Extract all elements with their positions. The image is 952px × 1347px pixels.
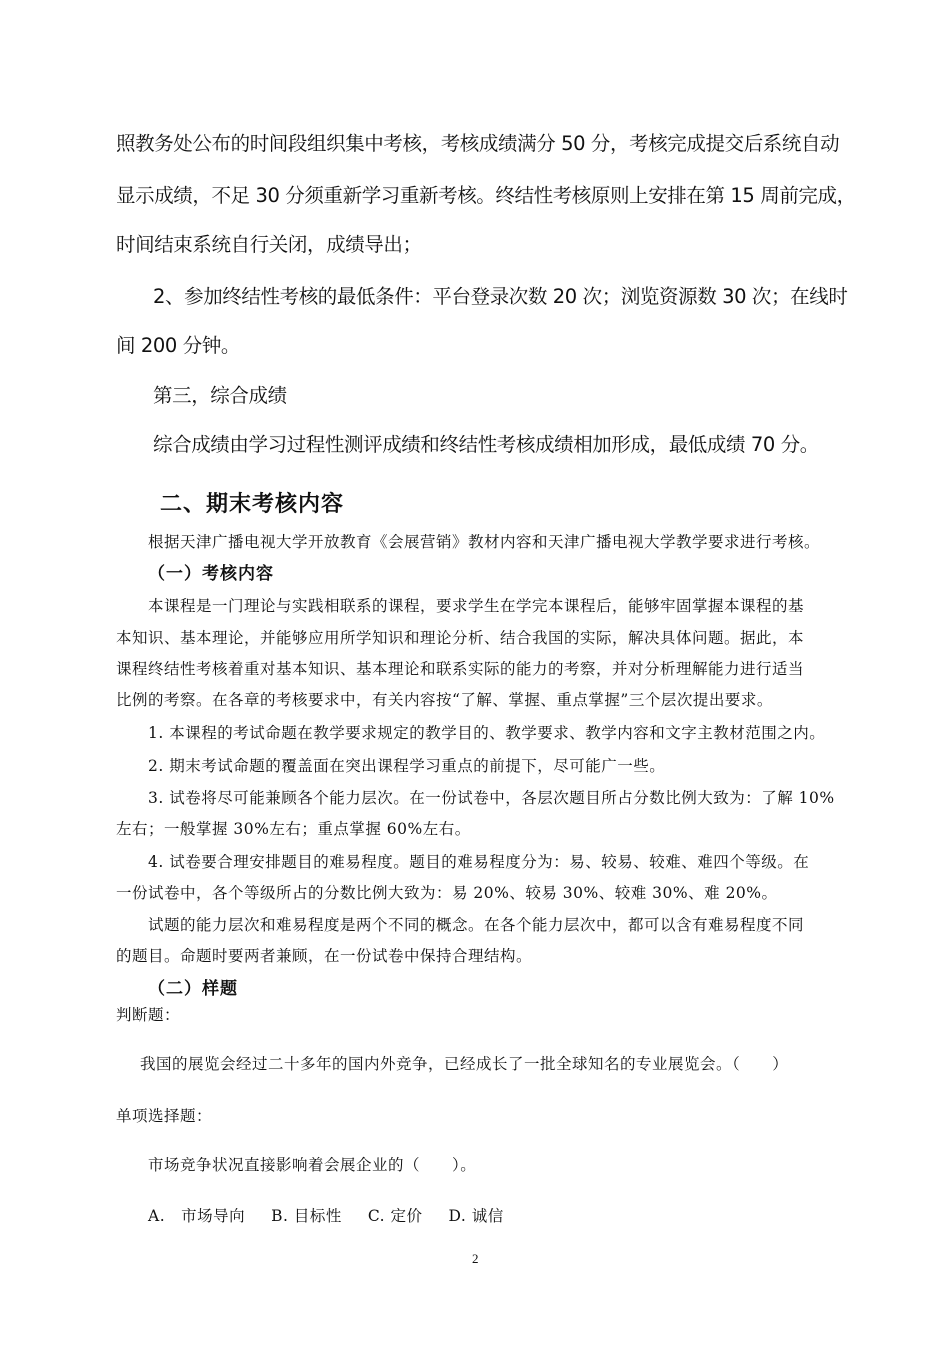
assessment-line-1: 照教务处公布的时间段组织集中考核，考核成绩满分 50 分，考核完成提交后系统自动 <box>116 132 840 155</box>
content-paragraph-line: 课程终结性考核着重对基本知识、基本理论和联系实际的能力的考察，并对分析理解能力进行适当 <box>116 660 805 678</box>
assessment-line-2: 显示成绩，不足 30 分须重新学习重新考核。终结性考核原则上安排在第 15 周前完成， <box>116 184 856 207</box>
requirement-item-4: 4. 试卷要合理安排题目的难易程度。题目的难易程度分为：易、较易、较难、难四个等级。在 <box>148 853 810 871</box>
option-c: C. 定价 <box>367 1207 423 1225</box>
concept-paragraph-line: 的题目。命题时要两者兼顾，在一份试卷中保持合理结构。 <box>116 947 533 965</box>
requirement-item-3-cont: 左右；一般掌握 30%左右；重点掌握 60%左右。 <box>116 820 471 838</box>
section-title: 二、期末考核内容 <box>160 492 345 517</box>
requirement-item-2: 2. 期末考试命题的覆盖面在突出课程学习重点的前提下，尽可能广一些。 <box>148 757 666 775</box>
min-conditions-line-2: 间 200 分钟。 <box>116 334 241 357</box>
option-b: B. 目标性 <box>271 1207 342 1225</box>
page-number: 2 <box>472 1251 479 1266</box>
content-paragraph-line: 本知识、基本理论，并能够应用所学知识和理论分析、结合我国的实际，解决具体问题。据此，本 <box>116 629 805 647</box>
subsection-title-samples: （二）样题 <box>148 979 238 999</box>
requirement-item-4-cont: 一份试卷中，各个等级所占的分数比例大致为：易 20%、较易 30%、较难 30%、难 20%。 <box>116 884 778 902</box>
min-conditions-line-1: 2、参加终结性考核的最低条件：平台登录次数 20 次；浏览资源数 30 次；在线时 <box>153 285 848 308</box>
option-a: A. 市场导向 <box>148 1207 246 1225</box>
content-paragraph-line: 比例的考察。在各章的考核要求中，有关内容按“了解、掌握、重点掌握”三个层次提出要求。 <box>116 691 773 709</box>
requirement-item-3: 3. 试卷将尽可能兼顾各个能力层次。在一份试卷中，各层次题目所占分数比例大致为：了解 10% <box>148 789 835 807</box>
requirement-item-1: 1. 本课程的考试命题在教学要求规定的教学目的、教学要求、教学内容和文字主教材范围之内。 <box>148 724 826 742</box>
true-false-question: 我国的展览会经过二十多年的国内外竞争，已经成长了一批全球知名的专业展览会。（ ） <box>140 1055 789 1073</box>
single-choice-label: 单项选择题： <box>116 1107 213 1125</box>
section-intro: 根据天津广播电视大学开放教育《会展营销》教材内容和天津广播电视大学教学要求进行考核。 <box>148 533 821 551</box>
third-heading: 第三，综合成绩 <box>153 384 287 407</box>
single-choice-options <box>148 1204 504 1226</box>
assessment-line-3: 时间结束系统自行关闭，成绩导出； <box>116 233 422 256</box>
subsection-title-content: （一）考核内容 <box>148 564 274 584</box>
concept-paragraph-line: 试题的能力层次和难易程度是两个不同的概念。在各个能力层次中，都可以含有难易程度不同 <box>148 916 805 934</box>
true-false-label: 判断题： <box>116 1006 181 1024</box>
content-paragraph-line: 本课程是一门理论与实践相联系的课程，要求学生在学完本课程后，能够牢固掌握本课程的基 <box>148 597 805 615</box>
single-choice-question: 市场竞争状况直接影响着会展企业的（ ）。 <box>148 1156 477 1174</box>
option-d: D. 诚信 <box>448 1207 504 1225</box>
composite-score-text: 综合成绩由学习过程性测评成绩和终结性考核成绩相加形成，最低成绩 70 分。 <box>153 433 819 456</box>
